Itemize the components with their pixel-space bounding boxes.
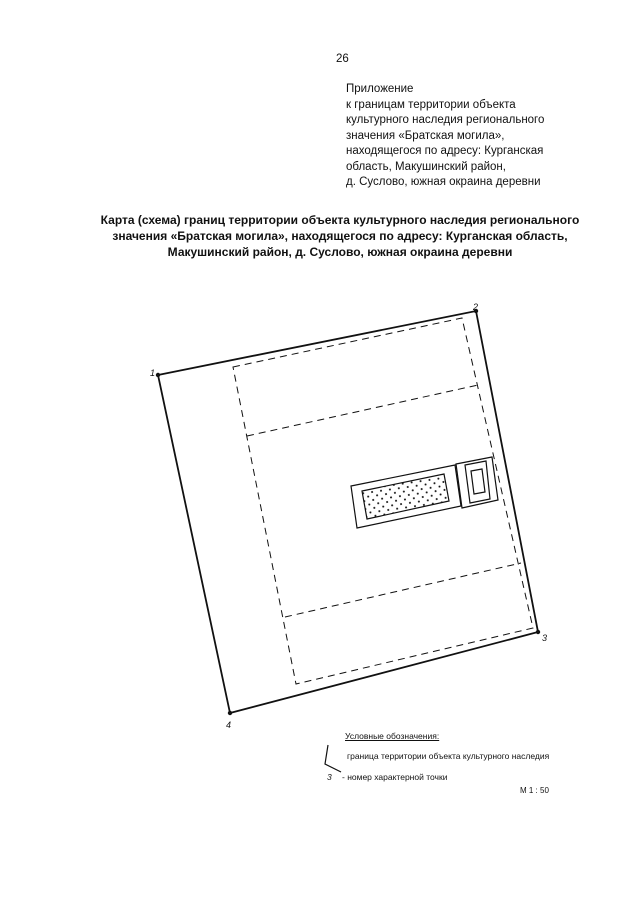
point-label-2: 2 <box>473 302 479 312</box>
legend-point-label: - номер характерной точки <box>342 772 448 782</box>
territory-boundary <box>158 311 538 713</box>
appendix-line: находящегося по адресу: Курганская <box>346 145 544 157</box>
legend-point-number: 3 <box>327 772 332 782</box>
appendix-line: значения «Братская могила», <box>346 129 505 142</box>
point-label-4: 4 <box>226 720 232 730</box>
dashed-divider <box>285 563 521 617</box>
map-title-line: значения «Братская могила», находящегося по адресу: Курганская область, <box>112 229 568 243</box>
appendix-line: Приложение <box>346 83 414 95</box>
appendix-line: область, Макушинский район, <box>346 160 506 173</box>
point-label-1: 1 <box>150 368 156 378</box>
page-number: 26 <box>336 53 349 65</box>
point-marker <box>228 711 232 715</box>
map-title-line: Карта (схема) границ территории объекта культурного наследия регионального <box>100 213 580 227</box>
map-scale: М 1 : 50 <box>520 786 549 795</box>
point-label-3: 3 <box>542 633 548 643</box>
point-marker <box>536 630 540 634</box>
dashed-divider <box>247 385 478 436</box>
legend-boundary-label: граница территории объекта культурного наследия <box>347 751 550 761</box>
map-title-line: Макушинский район, д. Суслово, южная окраина деревни <box>167 245 513 259</box>
legend-boundary-symbol <box>325 745 341 772</box>
appendix-line: д. Суслово, южная окраина деревни <box>346 176 541 188</box>
appendix-line: культурного наследия регионального <box>346 114 545 126</box>
point-marker <box>156 373 160 377</box>
legend-title: Условные обозначения: <box>345 731 440 741</box>
appendix-line: к границам территории объекта <box>346 98 516 111</box>
monument-base <box>456 457 498 508</box>
